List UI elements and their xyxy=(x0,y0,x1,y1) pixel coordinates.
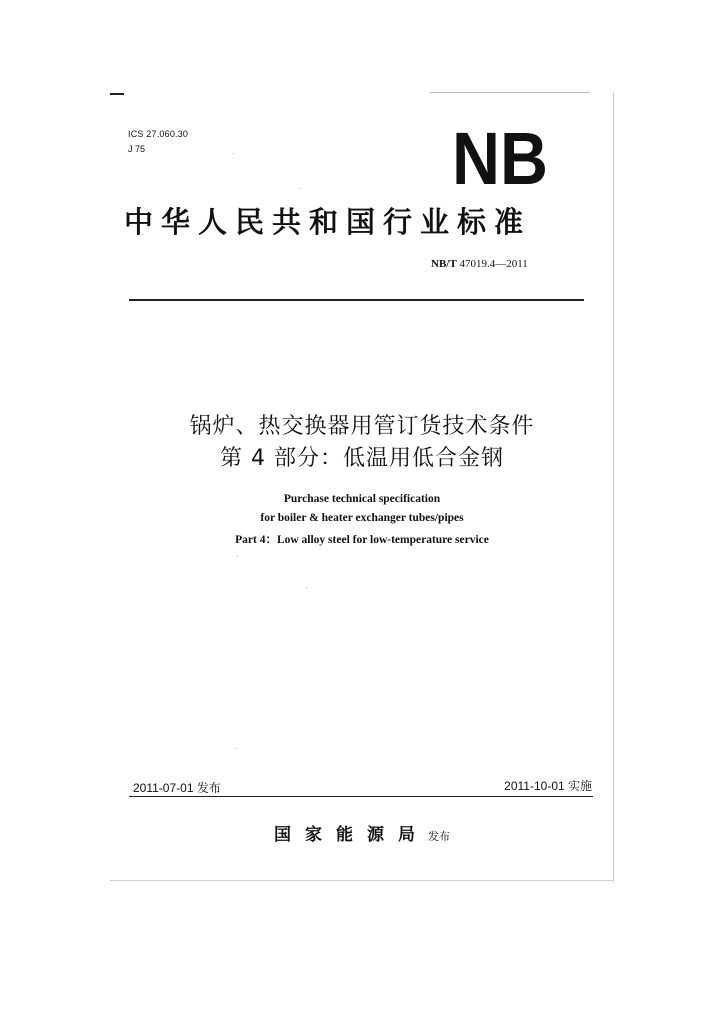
nb-logo xyxy=(451,126,549,188)
page-right-edge xyxy=(613,92,614,882)
national-standard-title: 中华人民共和国行业标准 xyxy=(124,205,532,239)
scan-dust xyxy=(235,748,236,749)
page-bottom-edge xyxy=(110,880,614,881)
issuing-organization: 国家能源局 xyxy=(273,825,429,845)
en-title-line-2: for boiler & heater exchanger tubes/pipes xyxy=(260,512,464,524)
en-title-line-1: Purchase technical specification xyxy=(283,493,441,505)
scan-mark xyxy=(110,93,124,95)
issue-action: 发布 xyxy=(428,830,451,843)
dates-divider xyxy=(129,796,593,797)
scan-dust xyxy=(237,556,238,557)
implementation-date: 2011-10-01 实施 xyxy=(504,779,592,793)
scan-dust xyxy=(306,587,307,588)
scan-dust xyxy=(300,188,301,189)
standard-code: 47019.4—2011 xyxy=(459,258,528,270)
ics-code: ICS 27.060.30 xyxy=(128,129,189,139)
issuer-line xyxy=(0,820,724,845)
standard-prefix: NB/T xyxy=(431,258,457,270)
cn-title-line-2: 第 4 部分：低温用低合金钢 xyxy=(220,446,504,471)
top-scan-line xyxy=(430,92,590,93)
header-divider xyxy=(129,299,584,301)
issue-date: 2011-07-01 发布 xyxy=(133,781,221,795)
classification-code: J 75 xyxy=(128,144,146,154)
en-title-line-3: Part 4：Low alloy steel for low-temperature service xyxy=(235,534,489,546)
nb-logo-text: NB xyxy=(452,126,548,188)
cn-title-line-1: 锅炉、热交换器用管订货技术条件 xyxy=(189,414,535,439)
scan-dust xyxy=(233,153,234,154)
standard-number xyxy=(431,258,528,270)
